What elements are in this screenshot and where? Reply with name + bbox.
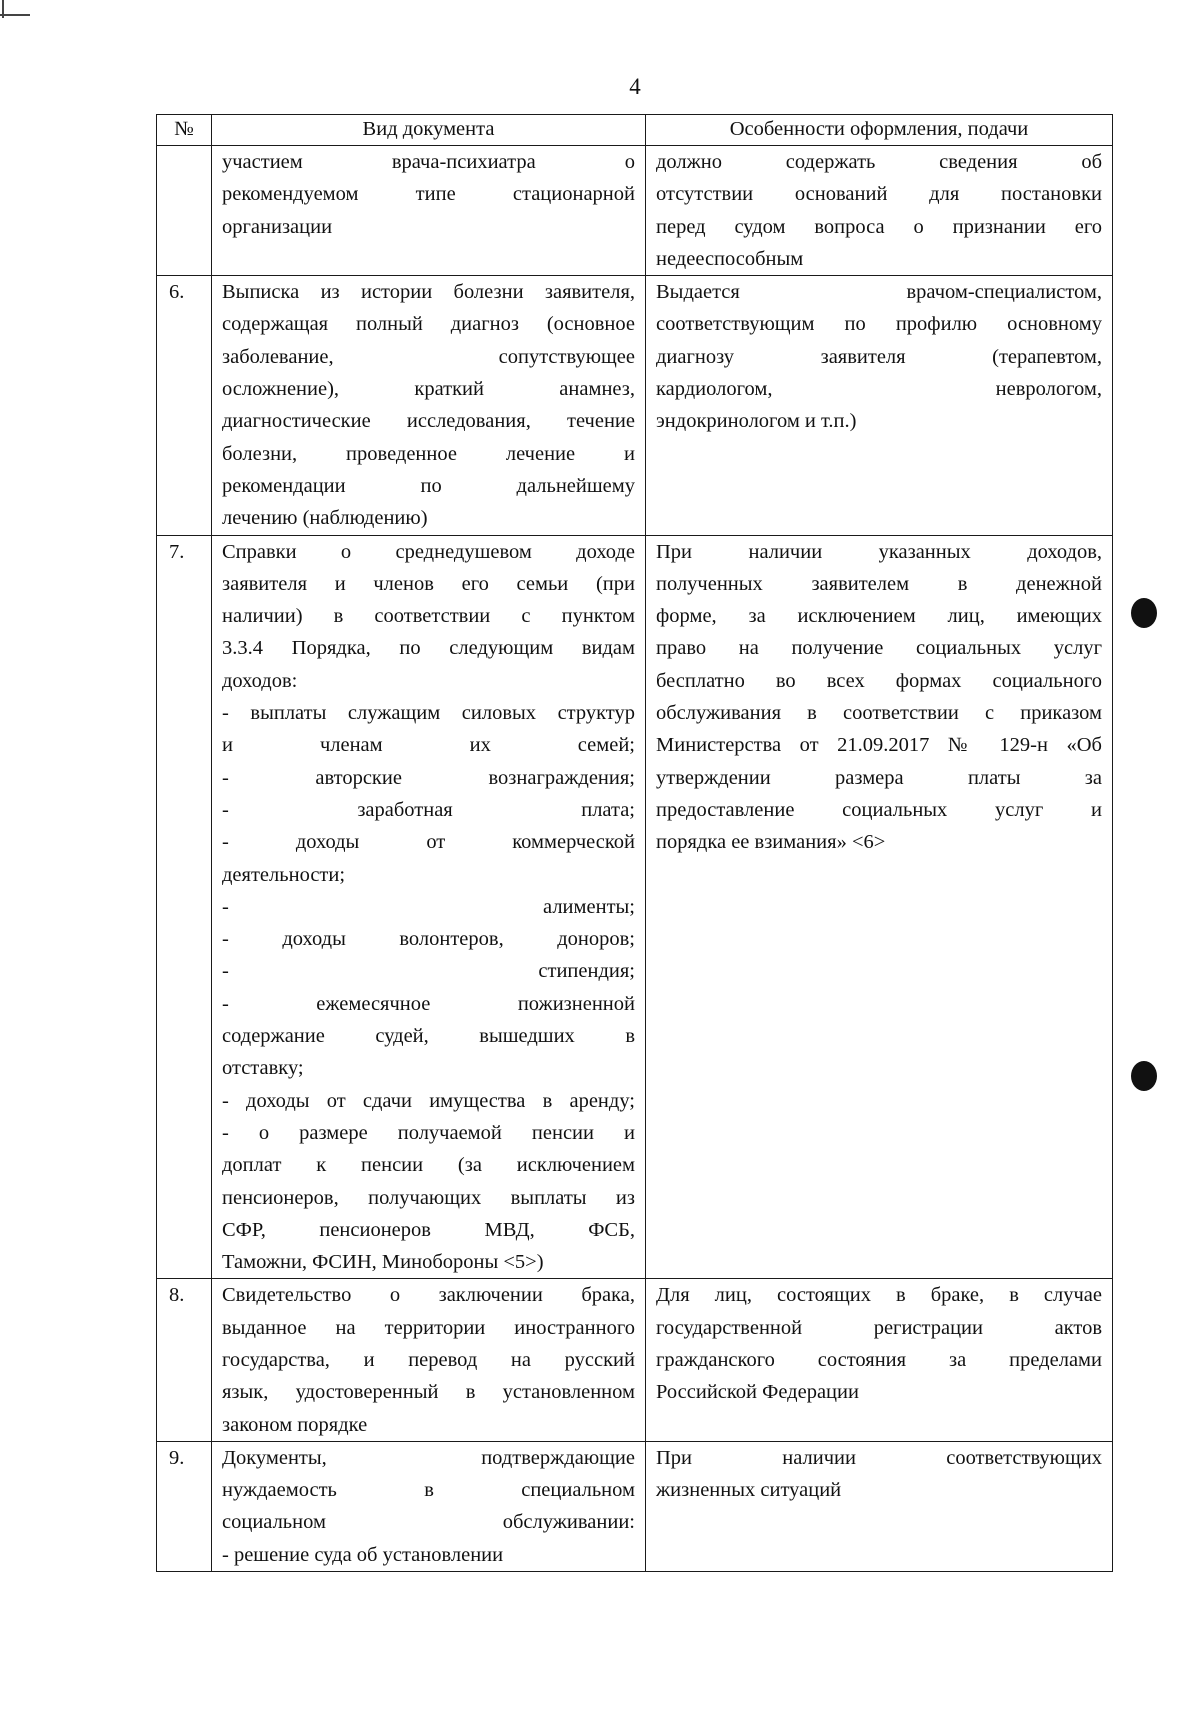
submission-notes-cell [646,535,1113,1279]
text-line: рекомендуемом типе стационарной [222,183,635,206]
text-line: гражданского состояния за пределами [656,1348,1102,1371]
scan-edge-mark [2,0,4,18]
row-number: 6. [157,276,212,535]
document-kind-cell [212,1441,646,1571]
text-line: - алименты; [222,895,635,918]
table-row [157,535,1113,1279]
text-line: При наличии соответствующих [656,1446,1102,1469]
text-line: порядка ее взимания» <6> [656,831,886,854]
row-number [157,146,212,276]
text-line: - доходы волонтеров, доноров; [222,928,635,951]
text-line: законом порядке [222,1413,368,1436]
text-line: пенсионеров, получающих выплаты из [222,1186,635,1209]
text-line: диагностические исследования, течение [222,410,635,433]
text-line: Для лиц, состоящих в браке, в случае [656,1284,1102,1307]
text-line: диагнозу заявителя (терапевтом, [656,345,1102,368]
text-line: 3.3.4 Порядка, по следующим видам [222,637,635,660]
text-line: Свидетельство о заключении брака, [222,1284,635,1307]
punch-hole-mark [1131,598,1157,628]
text-line: Таможни, ФСИН, Минобороны <5>) [222,1251,544,1274]
text-line: должно содержать сведения об [656,151,1102,173]
text-line: форме, за исключением лиц, имеющих [656,605,1102,628]
text-line: нуждаемость в специальном [222,1479,635,1502]
row-number: 7. [157,535,212,1279]
text-line: деятельности; [222,863,346,886]
text-line: - о размере получаемой пенсии и [222,1121,635,1144]
table-row [157,146,1113,276]
table-row [157,1441,1113,1571]
text-line: полученных заявителем в денежной [656,572,1102,595]
text-line: заболевание, сопутствующее [222,345,635,368]
document-kind-cell [212,1279,646,1441]
text-line: жизненных ситуаций [656,1479,842,1502]
header-number: № [157,115,212,146]
text-line: лечению (наблюдению) [222,507,428,530]
text-line: доплат к пенсии (за исключением [222,1154,635,1177]
text-line: предоставление социальных услуг и [656,798,1102,821]
text-line: бесплатно во всех формах социального [656,669,1102,692]
table-header-row [157,115,1113,146]
text-line: - заработная плата; [222,798,635,821]
text-line: Выдается врачом-специалистом, [656,281,1102,304]
text-line: - стипендия; [222,960,635,983]
header-submission-notes: Особенности оформления, подачи [646,115,1113,146]
text-line: - выплаты служащим силовых структур [222,702,635,725]
submission-notes-cell [646,276,1113,535]
text-line: Российской Федерации [656,1381,859,1404]
documents-table [156,114,1113,1572]
text-line: Документы, подтверждающие [222,1446,635,1469]
text-line: - ежемесячное пожизненной [222,992,635,1015]
text-line: выданное на территории иностранного [222,1316,635,1339]
text-line: утверждении размера платы за [656,766,1102,789]
table-row [157,276,1113,535]
text-line: содержащая полный диагноз (основное [222,313,635,336]
text-line: государства, и перевод на русский [222,1348,635,1371]
scan-edge-mark [0,14,30,16]
text-line: рекомендации по дальнейшему [222,474,635,497]
text-line: кардиологом, неврологом, [656,378,1102,401]
text-line: - доходы от сдачи имущества в аренду; [222,1089,635,1112]
document-kind-cell [212,276,646,535]
text-line: социальном обслуживании: [222,1511,635,1534]
text-line: недееспособным [656,247,804,270]
text-line: эндокринологом и т.п.) [656,410,857,433]
text-line: содержание судей, вышедших в [222,1025,635,1048]
submission-notes-cell [646,146,1113,276]
text-line: наличии) в соответствии с пунктом [222,605,635,628]
text-line: СФР, пенсионеров МВД, ФСБ, [222,1218,635,1241]
text-line: - авторские вознаграждения; [222,766,635,789]
text-line: Выписка из истории болезни заявителя, [222,281,635,304]
text-line: При наличии указанных доходов, [656,540,1102,563]
text-line: болезни, проведенное лечение и [222,442,635,465]
page-number: 4 [629,74,641,99]
text-line: осложнение), краткий анамнез, [222,378,635,401]
row-number: 8. [157,1279,212,1441]
text-line: отсутствии оснований для постановки [656,183,1102,206]
text-line: отставку; [222,1057,304,1080]
text-line: язык, удостоверенный в установленном [222,1381,635,1404]
text-line: государственной регистрации актов [656,1316,1102,1339]
text-line: - доходы от коммерческой [222,831,635,854]
text-line: соответствующим по профилю основному [656,313,1102,336]
text-line: обслуживания в соответствии с приказом [656,702,1102,725]
text-line: участием врача-психиатра о [222,151,635,173]
text-line: перед судом вопроса о признании его [656,215,1102,238]
row-number: 9. [157,1441,212,1571]
text-line: организации [222,215,333,238]
header-document-kind: Вид документа [212,115,646,146]
submission-notes-cell [646,1279,1113,1441]
text-line: Справки о среднедушевом доходе [222,540,635,563]
submission-notes-cell [646,1441,1113,1571]
text-line: и членам их семей; [222,734,635,757]
text-line: доходов: [222,669,298,692]
text-line: - решение суда об установлении [222,1543,504,1566]
punch-hole-mark [1131,1061,1157,1091]
document-kind-cell [212,146,646,276]
table-row [157,1279,1113,1441]
text-line: Министерства от 21.09.2017 № 129-н «Об [656,734,1102,757]
text-line: заявителя и членов его семьи (при [222,572,635,595]
text-line: право на получение социальных услуг [656,637,1102,660]
document-kind-cell [212,535,646,1279]
